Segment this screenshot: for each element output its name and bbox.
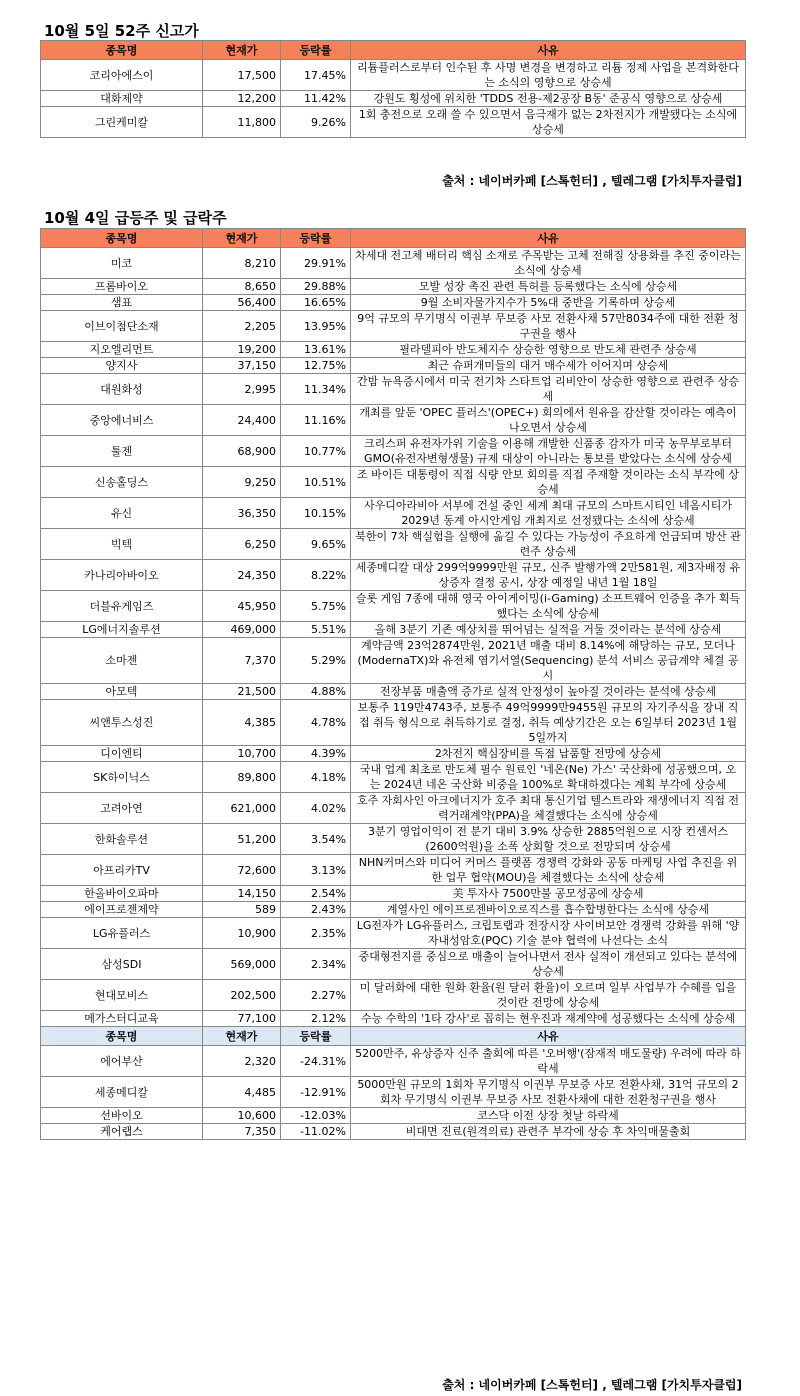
stock-change: 4.39% <box>281 746 351 762</box>
stock-change: 5.75% <box>281 591 351 622</box>
stock-reason: 개최를 앞둔 'OPEC 플러스'(OPEC+) 회의에서 원유을 감산할 것이라는 예측이 나오면서 상승세 <box>351 405 746 436</box>
table-row <box>41 886 746 902</box>
source-note: 출처 : 네이버카페 [스톡헌터] , 텔레그램 [가치투자클럽] <box>442 174 742 188</box>
header-change: 등락률 <box>281 229 351 248</box>
table-row <box>41 918 746 949</box>
table-row <box>41 700 746 746</box>
stock-price: 8,210 <box>203 248 281 279</box>
stock-price: 7,350 <box>203 1124 281 1140</box>
stock-change: 10.77% <box>281 436 351 467</box>
stock-change: -12.03% <box>281 1108 351 1124</box>
table-row <box>41 467 746 498</box>
table-row <box>41 374 746 405</box>
stock-change: 29.88% <box>281 279 351 295</box>
table-row <box>41 560 746 591</box>
table-row <box>41 793 746 824</box>
stock-name: 삼성SDI <box>41 949 203 980</box>
table-row <box>41 405 746 436</box>
stock-price: 4,485 <box>203 1077 281 1108</box>
stock-price: 2,205 <box>203 311 281 342</box>
section2-title: 10월 4일 급등주 및 급락주 <box>44 209 227 227</box>
table-row <box>41 746 746 762</box>
stock-name: 디이엔티 <box>41 746 203 762</box>
stock-price: 19,200 <box>203 342 281 358</box>
stock-change: 10.15% <box>281 498 351 529</box>
stock-change: 3.13% <box>281 855 351 886</box>
stock-change: 12.75% <box>281 358 351 374</box>
stock-change: -24.31% <box>281 1046 351 1077</box>
stock-change: 11.16% <box>281 405 351 436</box>
stock-price: 68,900 <box>203 436 281 467</box>
stock-reason: 계약금액 23억2874만원, 2021년 매출 대비 8.14%에 해당하는 규모, 모더나(ModernaTX)와 유전체 염기서열(Sequencing) 분석 서비스 공급계약 체결 공시 <box>351 638 746 684</box>
stock-price: 21,500 <box>203 684 281 700</box>
stock-reason: 2차전지 핵심장비를 독점 납품할 전망에 상승세 <box>351 746 746 762</box>
stock-reason: 강원도 횡성에 위치한 'TDDS 전용-제2공장 B동' 준공식 영향으로 상승세 <box>351 91 746 107</box>
stock-price: 202,500 <box>203 980 281 1011</box>
header-name: 종목명 <box>41 229 203 248</box>
stock-change: 11.34% <box>281 374 351 405</box>
stock-name: 카나리아바이오 <box>41 560 203 591</box>
stock-change: 16.65% <box>281 295 351 311</box>
stock-change: 13.95% <box>281 311 351 342</box>
stock-change: 9.65% <box>281 529 351 560</box>
stock-price: 45,950 <box>203 591 281 622</box>
stock-name: 그린케미칼 <box>41 107 203 138</box>
stock-name: 샘표 <box>41 295 203 311</box>
stock-change: 4.02% <box>281 793 351 824</box>
new-high-table <box>40 40 746 138</box>
stock-name: 에이프로젠제약 <box>41 902 203 918</box>
table-row <box>41 980 746 1011</box>
table-row <box>41 684 746 700</box>
table-row <box>41 622 746 638</box>
fall-header-change: 등락률 <box>281 1027 351 1046</box>
table-row <box>41 1108 746 1124</box>
stock-reason: 리튬플러스로부터 인수된 후 사명 변경을 변경하고 리튬 정제 사업을 본격화한다는 소식의 영향으로 상승세 <box>351 60 746 91</box>
table-row <box>41 436 746 467</box>
stock-reason: 국내 업계 최초로 반도체 필수 원료인 '네온(Ne) 가스' 국산화에 성공했으며, 오는 2024년 네온 국산화 비중을 100%로 확대하겠다는 계획 부각에 상승세 <box>351 762 746 793</box>
stock-price: 8,650 <box>203 279 281 295</box>
stock-change: 17.45% <box>281 60 351 91</box>
stock-name: 한화솔루션 <box>41 824 203 855</box>
table-row <box>41 342 746 358</box>
header-name: 종목명 <box>41 41 203 60</box>
stock-name: 현대모비스 <box>41 980 203 1011</box>
stock-name: 프롬바이오 <box>41 279 203 295</box>
stock-change: 2.27% <box>281 980 351 1011</box>
stock-reason: 美 투자사 7500만불 공모성공에 상승세 <box>351 886 746 902</box>
source-note-2: 출처 : 네이버카페 [스톡헌터] , 텔레그램 [가치투자클럽] <box>442 1378 742 1392</box>
stock-reason: 사우디아라비아 서부에 건설 중인 세계 최대 규모의 스마트시티인 네옴시티가 2029년 동계 아시안게임 개최지로 선정됐다는 소식에 상승세 <box>351 498 746 529</box>
table-row <box>41 1124 746 1140</box>
stock-name: 양지사 <box>41 358 203 374</box>
stock-name: LG유플러스 <box>41 918 203 949</box>
stock-change: 2.54% <box>281 886 351 902</box>
stock-reason: 5000만원 규모의 1회차 무기명식 이권부 무보증 사모 전환사채, 31억 규모의 2회차 무기명식 이권부 무보증 사모 전환사채에 대한 전환청구권을 행사 <box>351 1077 746 1108</box>
header-change: 등락률 <box>281 41 351 60</box>
stock-reason: 비대면 진료(원격의료) 관련주 부각에 상승 후 차익매물출회 <box>351 1124 746 1140</box>
stock-price: 14,150 <box>203 886 281 902</box>
stock-reason: 호주 자회사인 아크에너지가 호주 최대 통신기업 텔스트라와 재생에너지 직접 전력거래계약(PPA)을 체결했다는 소식에 상승세 <box>351 793 746 824</box>
table-row <box>41 855 746 886</box>
stock-price: 36,350 <box>203 498 281 529</box>
stock-price: 621,000 <box>203 793 281 824</box>
stock-reason: 차세대 전고체 배터리 핵심 소재로 주목받는 고체 전해질 상용화를 추진 중이라는 소식에 상승세 <box>351 248 746 279</box>
stock-name: 툴젠 <box>41 436 203 467</box>
stock-reason: 계열사인 에이프로젠바이오로직스를 흡수합병한다는 소식에 상승세 <box>351 902 746 918</box>
stock-name: 코리아에스이 <box>41 60 203 91</box>
stock-reason: 최근 슈퍼개미들의 대거 매수세가 이어지며 상승세 <box>351 358 746 374</box>
stock-reason: LG전자가 LG유플러스, 크립토랩과 전장시장 사이버보안 경쟁력 강화를 위해 '양자내성암호(PQC) 기술 분야 협력에 나선다는 소식 <box>351 918 746 949</box>
stock-name: 유신 <box>41 498 203 529</box>
stock-name: 신송홀딩스 <box>41 467 203 498</box>
section1-title: 10월 5일 52주 신고가 <box>44 22 199 40</box>
stock-change: -12.91% <box>281 1077 351 1108</box>
stock-change: 8.22% <box>281 560 351 591</box>
table-row <box>41 902 746 918</box>
stock-change: 3.54% <box>281 824 351 855</box>
stock-reason: 올해 3분기 기존 예상치를 뛰어넘는 실적을 거둘 것이라는 분석에 상승세 <box>351 622 746 638</box>
stock-name: 대화제약 <box>41 91 203 107</box>
table-row <box>41 295 746 311</box>
stock-price: 72,600 <box>203 855 281 886</box>
stock-name: 메가스터디교육 <box>41 1011 203 1027</box>
stock-name: LG에너지솔루션 <box>41 622 203 638</box>
table-row <box>41 638 746 684</box>
table-row <box>41 529 746 560</box>
table-row <box>41 358 746 374</box>
stock-price: 6,250 <box>203 529 281 560</box>
stock-price: 2,320 <box>203 1046 281 1077</box>
stock-price: 10,900 <box>203 918 281 949</box>
stock-name: 빅텍 <box>41 529 203 560</box>
table-row <box>41 1011 746 1027</box>
stock-price: 2,995 <box>203 374 281 405</box>
fall-header-price: 현재가 <box>203 1027 281 1046</box>
stock-reason: 모발 성장 촉진 관련 특허를 등록했다는 소식에 상승세 <box>351 279 746 295</box>
stock-change: 5.51% <box>281 622 351 638</box>
stock-name: SK하이닉스 <box>41 762 203 793</box>
stock-reason: 중대형전지를 중심으로 매출이 늘어나면서 전사 실적이 개선되고 있다는 분석에 상승세 <box>351 949 746 980</box>
stock-change: 2.35% <box>281 918 351 949</box>
stock-price: 56,400 <box>203 295 281 311</box>
stock-price: 10,700 <box>203 746 281 762</box>
stock-price: 10,600 <box>203 1108 281 1124</box>
stock-reason: 조 바이든 대통령이 직접 식량 안보 회의를 직접 주재할 것이라는 소식 부각에 상승세 <box>351 467 746 498</box>
stock-change: 2.34% <box>281 949 351 980</box>
fall-header-reason: 사유 <box>351 1027 746 1046</box>
stock-name: 이브이첨단소재 <box>41 311 203 342</box>
stock-reason: 북한이 7차 핵실험을 실행에 옮길 수 있다는 가능성이 주요하게 언급되며 방산 관련주 상승세 <box>351 529 746 560</box>
stock-name: 한올바이오파마 <box>41 886 203 902</box>
table-row <box>41 248 746 279</box>
stock-name: 에어부산 <box>41 1046 203 1077</box>
stock-name: 지오엘리먼트 <box>41 342 203 358</box>
table-row <box>41 60 746 91</box>
stock-price: 17,500 <box>203 60 281 91</box>
stock-change: 2.43% <box>281 902 351 918</box>
stock-reason: 전장부품 매출액 증가로 실적 안정성이 높아질 것이라는 분석에 상승세 <box>351 684 746 700</box>
stock-change: 4.88% <box>281 684 351 700</box>
stock-reason: 세종메디칼 대상 299억9999만원 규모, 신주 발행가액 2만581원, 제3자배정 유상증자 결정 공시, 상장 예정일 내년 1월 18일 <box>351 560 746 591</box>
movers-table <box>40 228 746 1140</box>
table-row <box>41 107 746 138</box>
header-reason: 사유 <box>351 229 746 248</box>
stock-price: 4,385 <box>203 700 281 746</box>
stock-name: 고려아연 <box>41 793 203 824</box>
stock-reason: 간밤 뉴욕증시에서 미국 전기차 스타트업 리비안이 상승한 영향으로 관련주 상승세 <box>351 374 746 405</box>
stock-name: 더블유게임즈 <box>41 591 203 622</box>
stock-price: 469,000 <box>203 622 281 638</box>
stock-reason: NHN커머스와 미디어 커머스 플랫폼 경쟁력 강화와 공동 마케팅 사업 추진을 위한 업무 협약(MOU)을 체결했다는 소식에 상승세 <box>351 855 746 886</box>
stock-reason: 필라델피아 반도체지수 상승한 영향으로 반도체 관련주 상승세 <box>351 342 746 358</box>
fall-header-name: 종목명 <box>41 1027 203 1046</box>
stock-price: 77,100 <box>203 1011 281 1027</box>
stock-name: 아프리카TV <box>41 855 203 886</box>
header-reason: 사유 <box>351 41 746 60</box>
stock-reason: 슬롯 게임 7종에 대해 영국 아이게이밍(i-Gaming) 소프트웨어 인증을 추가 획득했다는 소식에 상승세 <box>351 591 746 622</box>
stock-change: 29.91% <box>281 248 351 279</box>
stock-price: 51,200 <box>203 824 281 855</box>
stock-name: 세종메디칼 <box>41 1077 203 1108</box>
stock-price: 89,800 <box>203 762 281 793</box>
table-row <box>41 279 746 295</box>
table-row <box>41 311 746 342</box>
stock-price: 12,200 <box>203 91 281 107</box>
stock-reason: 수능 수학의 '1타 강사'로 꼽히는 현우진과 재계약에 성공했다는 소식에 상승세 <box>351 1011 746 1027</box>
stock-price: 11,800 <box>203 107 281 138</box>
stock-name: 씨앤투스성진 <box>41 700 203 746</box>
table-row <box>41 949 746 980</box>
stock-name: 중앙에너비스 <box>41 405 203 436</box>
stock-price: 7,370 <box>203 638 281 684</box>
stock-price: 24,350 <box>203 560 281 591</box>
stock-price: 589 <box>203 902 281 918</box>
stock-name: 선바이오 <box>41 1108 203 1124</box>
stock-reason: 코스닥 이전 상장 첫날 하락세 <box>351 1108 746 1124</box>
stock-reason: 미 달러화에 대한 원화 환율(원 달러 환율)이 오르며 일부 사업부가 수혜를 입을 것이란 전망에 상승세 <box>351 980 746 1011</box>
table-row <box>41 498 746 529</box>
header-price: 현재가 <box>203 41 281 60</box>
stock-reason: 9억 규모의 무기명식 이권부 무보증 사모 전환사채 57만8034주에 대한 전환 청구권을 행사 <box>351 311 746 342</box>
stock-change: 4.18% <box>281 762 351 793</box>
stock-change: 4.78% <box>281 700 351 746</box>
stock-price: 24,400 <box>203 405 281 436</box>
table-row <box>41 91 746 107</box>
table-row <box>41 1077 746 1108</box>
header-price: 현재가 <box>203 229 281 248</box>
stock-name: 소마젠 <box>41 638 203 684</box>
stock-change: 5.29% <box>281 638 351 684</box>
stock-price: 9,250 <box>203 467 281 498</box>
stock-name: 아모텍 <box>41 684 203 700</box>
stock-change: 10.51% <box>281 467 351 498</box>
stock-reason: 5200만주, 유상증자 신주 출회에 따른 '오버행'(잠재적 매도물량) 우려에 따라 하락세 <box>351 1046 746 1077</box>
stock-change: -11.02% <box>281 1124 351 1140</box>
stock-reason: 1회 충전으로 오래 쓸 수 있으면서 음극재가 없는 2차전지가 개발됐다는 소식에 상승세 <box>351 107 746 138</box>
stock-price: 37,150 <box>203 358 281 374</box>
table-row <box>41 591 746 622</box>
stock-price: 569,000 <box>203 949 281 980</box>
stock-change: 9.26% <box>281 107 351 138</box>
stock-name: 케어랩스 <box>41 1124 203 1140</box>
stock-reason: 3분기 영업이익이 전 분기 대비 3.9% 상승한 2885억원으로 시장 컨센서스(2600억원)을 소폭 상회할 것으로 전망되며 상승세 <box>351 824 746 855</box>
stock-name: 대원화성 <box>41 374 203 405</box>
stock-reason: 크리스퍼 유전자가위 기술을 이용해 개발한 신품종 감자가 미국 농무부로부터 GMO(유전자변형생물) 규제 대상이 아니라는 통보를 받았다는 소식에 상승세 <box>351 436 746 467</box>
table-row <box>41 762 746 793</box>
stock-change: 11.42% <box>281 91 351 107</box>
stock-reason: 보통주 119만4743주, 보통주 49억9999만9455원 규모의 자기주식을 장내 직접 취득 형식으로 취득하기로 결정, 취득 예상기간은 오는 6일부터 2023년 1월 5일까지 <box>351 700 746 746</box>
table-row <box>41 824 746 855</box>
table-row <box>41 1046 746 1077</box>
stock-reason: 9월 소비자물가지수가 5%대 중반을 기록하며 상승세 <box>351 295 746 311</box>
stock-change: 13.61% <box>281 342 351 358</box>
stock-name: 미코 <box>41 248 203 279</box>
stock-change: 2.12% <box>281 1011 351 1027</box>
